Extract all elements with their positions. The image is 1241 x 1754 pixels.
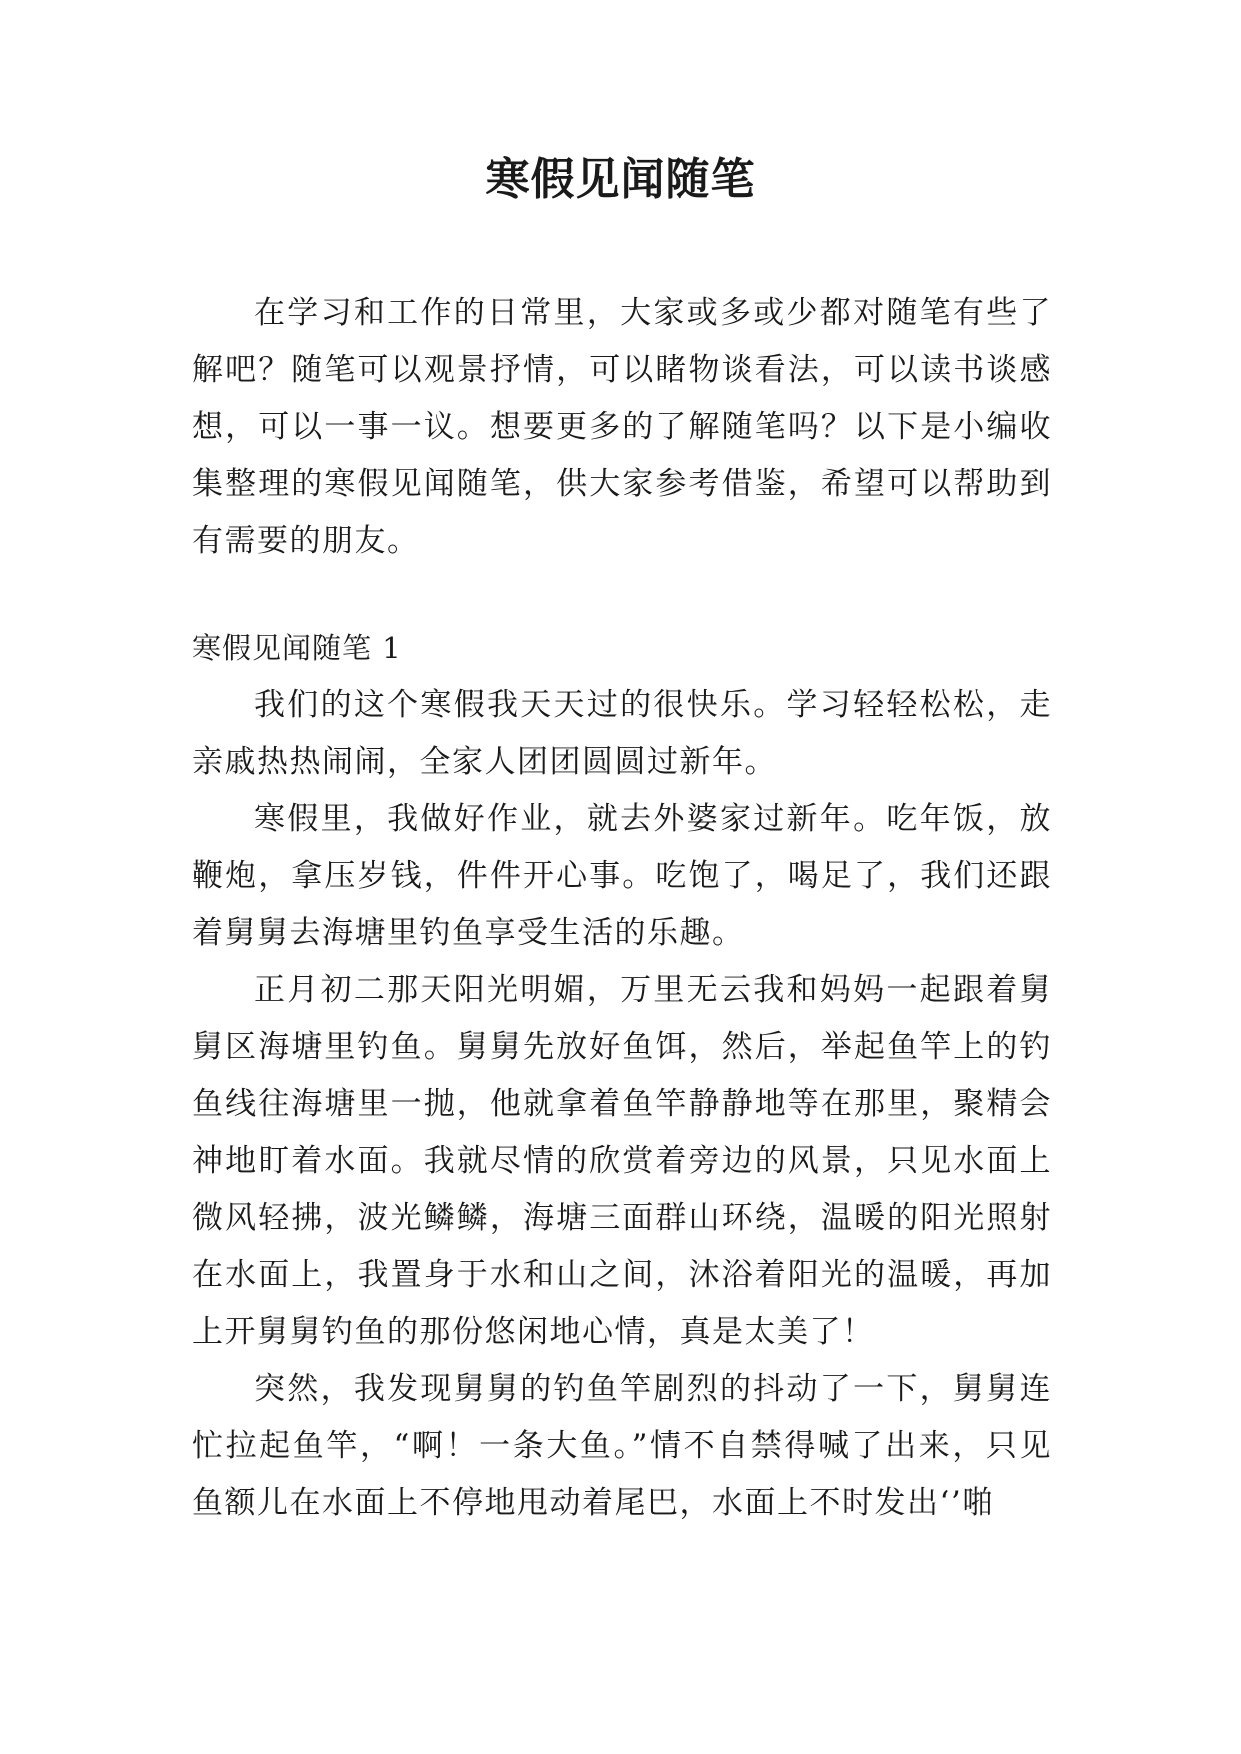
- section-heading: 寒假见闻随笔 1: [192, 631, 402, 665]
- document-title: 寒假见闻随笔: [485, 154, 756, 205]
- intro-paragraph: 在学习和工作的日常里，大家或多或少都对随笔有些了解吧？随笔可以观景抒情，可以睹物谈看法，可以读书谈感想，可以一事一议。想要更多的了解随笔吗？以下是小编收集整理的寒假见闻随笔，供大家参考借鉴，希望可以帮助到有需要的朋友。: [192, 295, 1052, 559]
- document-body: [192, 285, 1052, 1532]
- body-paragraph-3: 正月初二那天阳光明媚，万里无云我和妈妈一起跟着舅舅区海塘里钓鱼。舅舅先放好鱼饵，然后，举起鱼竿上的钓鱼线往海塘里一抛，他就拿着鱼竿静静地等在那里，聚精会神地盯着水面。我就尽情的欣赏着旁边的风景，只见水面上微风轻拂，波光鳞鳞，海塘三面群山环绕，温暖的阳光照射在水面上，我置身于水和山之间，沐浴着阳光的温暖，再加上开舅舅钓鱼的那份悠闲地心情，真是太美了！: [192, 972, 1052, 1350]
- body-paragraph-2: 寒假里，我做好作业，就去外婆家过新年。吃年饭，放鞭炮，拿压岁钱，件件开心事。吃饱了，喝足了，我们还跟着舅舅去海塘里钓鱼享受生活的乐趣。: [192, 801, 1052, 951]
- body-paragraph-4: 突然，我发现舅舅的钓鱼竿剧烈的抖动了一下，舅舅连忙拉起鱼竿，“啊！一条大鱼。”情不自禁得喊了出来，只见鱼额儿在水面上不停地甩动着尾巴，水面上不时发出‘’啪: [192, 1371, 1052, 1521]
- body-paragraph-1: 我们的这个寒假我天天过的很快乐。学习轻轻松松，走亲戚热热闹闹，全家人团团圆圆过新年。: [192, 687, 1052, 780]
